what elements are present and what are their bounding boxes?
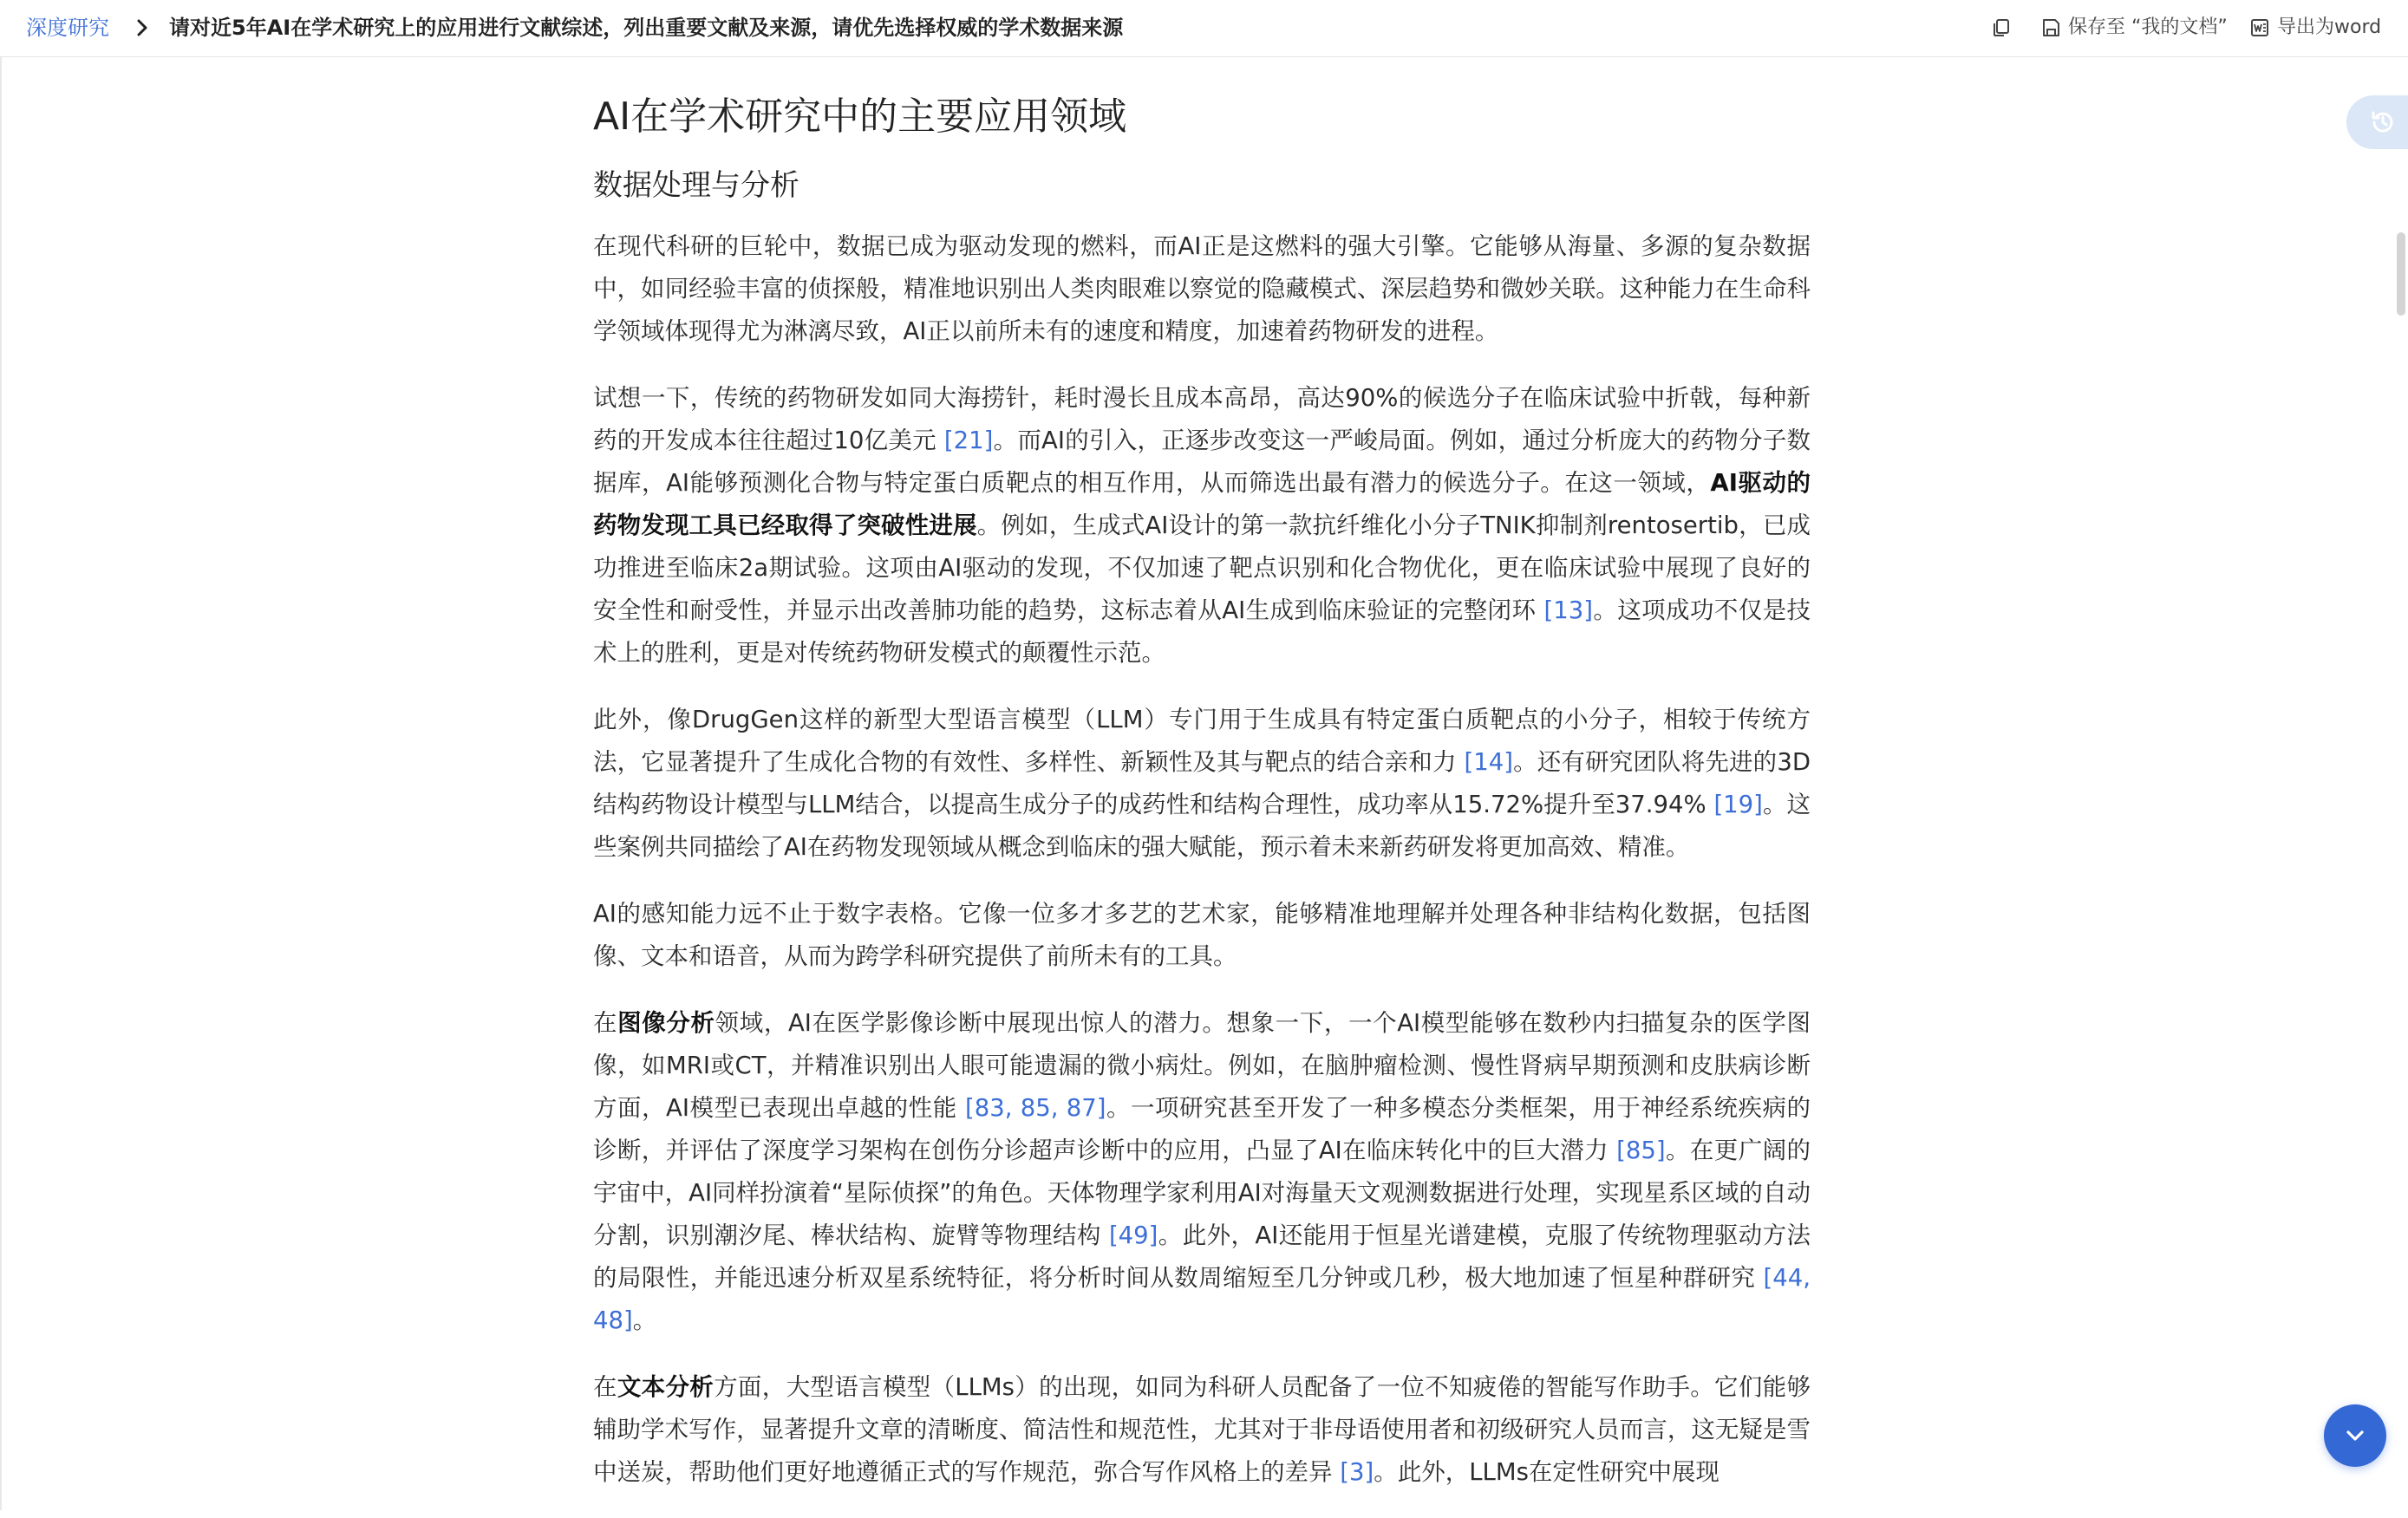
bold-text: 文本分析 xyxy=(617,1373,715,1401)
save-icon xyxy=(2040,16,2068,38)
save-to-my-docs-button[interactable] xyxy=(2040,12,2228,43)
save-label: 保存至 “我的文档” xyxy=(2068,16,2228,38)
text-segment: 。 xyxy=(632,1306,657,1334)
article-content xyxy=(593,83,1811,1518)
text-segment: 。这项成功不仅是技术上的胜利，更是对传统药物研发模式的颠覆性示范。 xyxy=(593,596,1811,667)
copy-button[interactable] xyxy=(1991,12,2015,43)
top-bar xyxy=(0,0,2408,57)
subsection-heading: 数据处理与分析 xyxy=(593,168,799,203)
citation-link[interactable]: [21] xyxy=(943,427,994,454)
chevron-right-icon xyxy=(130,16,154,40)
citation-link[interactable]: [49] xyxy=(1108,1222,1158,1249)
paragraph-6 xyxy=(593,1366,1811,1494)
text-segment: 在 xyxy=(593,1009,618,1037)
text-segment: 领域，AI在医学影像诊断中展现出惊人的潜力。想象一下，一个AI模型能够在数秒内扫描复杂的医学图像，如MRI或CT，并精准识别出人眼可能遗漏的微小病灶。例如，在脑肿瘤检测、慢性肾病早期预测和皮肤病诊断方面，AI模型已表现出卓越的性能 xyxy=(593,1009,1811,1122)
citation-link[interactable]: [13] xyxy=(1543,596,1593,624)
text-segment: 方面，大型语言模型（LLMs）的出现，如同为科研人员配备了一位不知疲倦的智能写作助手。它们能够辅助学术写作，显著提升文章的清晰度、简洁性和规范性，尤其对于非母语使用者和初级研究人员而言，这无疑是雪中送炭，帮助他们更好地遵循正式的写作规范，弥合写作风格上的差异 xyxy=(593,1373,1811,1486)
export-word-button[interactable] xyxy=(2249,12,2381,43)
bold-text: AI驱动的药物发现工具已经取得了突破性进展 xyxy=(593,469,1811,539)
word-icon xyxy=(2249,16,2277,38)
paragraph-5 xyxy=(593,1002,1811,1342)
scroll-to-bottom-button[interactable] xyxy=(2324,1404,2386,1467)
scrollbar-thumb[interactable] xyxy=(2397,232,2405,316)
text-segment: 。一项研究甚至开发了一种多模态分类框架，用于神经系统疾病的诊断，并评估了深度学习架构在创伤分诊超声诊断中的应用，凸显了AI在临床转化中的巨大潜力 xyxy=(593,1094,1811,1164)
text-segment: 。此外，AI还能用于恒星光谱建模，克服了传统物理驱动方法的局限性，并能迅速分析双星系统特征，将分析时间从数周缩短至几分钟或几秒，极大地加速了恒星种群研究 xyxy=(593,1222,1811,1292)
citation-link[interactable]: [44, 48] xyxy=(593,1264,1811,1334)
citation-link[interactable]: [3] xyxy=(1340,1458,1374,1486)
history-button[interactable] xyxy=(2346,95,2408,149)
citation-link[interactable]: [83, 85, 87] xyxy=(964,1094,1106,1122)
paragraph-2 xyxy=(593,377,1811,674)
text-segment: 。此外，LLMs在定性研究中展现 xyxy=(1374,1458,1720,1486)
text-segment: 。而AI的引入，正逐步改变这一严峻局面。例如，通过分析庞大的药物分子数据库，AI能够预测化合物与特定蛋白质靶点的相互作用，从而筛选出最有潜力的候选分子。在这一领域， xyxy=(593,427,1811,497)
left-divider xyxy=(0,57,2,1510)
text-segment: 。在更广阔的宇宙中，AI同样扮演着“星际侦探”的角色。天体物理学家利用AI对海量天文观测数据进行处理，实现星系区域的自动分割，识别潮汐尾、棒状结构、旋臂等物理结构 xyxy=(593,1137,1811,1249)
paragraph-3 xyxy=(593,699,1811,869)
query-title: 请对近5年AI在学术研究上的应用进行文献综述，列出重要文献及来源，请优先选择权威的学术数据来源 xyxy=(169,16,1124,40)
breadcrumb-deep-research-link[interactable]: 深度研究 xyxy=(26,16,109,40)
text-segment: 此外，像DrugGen这样的新型大型语言模型（LLM）专门用于生成具有特定蛋白质靶点的小分子，相较于传统方法，它显著提升了生成化合物的有效性、多样性、新颖性及其与靶点的结合亲和力 xyxy=(593,706,1811,776)
citation-link[interactable]: [85] xyxy=(1616,1137,1666,1164)
export-label: 导出为word xyxy=(2277,16,2382,38)
citation-link[interactable]: [19] xyxy=(1713,791,1763,818)
paragraph-1: 在现代科研的巨轮中，数据已成为驱动发现的燃料，而AI正是这燃料的强大引擎。它能够从海量、多源的复杂数据中，如同经验丰富的侦探般，精准地识别出人类肉眼难以察觉的隐藏模式、深层趋势和微妙关联。这种能力在生命科学领域体现得尤为淋漓尽致，AI正以前所未有的速度和精度，加速着药物研发的进程。 xyxy=(593,232,1811,345)
paragraph-4: AI的感知能力远不止于数字表格。它像一位多才多艺的艺术家，能够精准地理解并处理各种非结构化数据，包括图像、文本和语音，从而为跨学科研究提供了前所未有的工具。 xyxy=(593,900,1811,970)
text-segment: 。还有研究团队将先进的3D结构药物设计模型与LLM结合，以提高生成分子的成药性和结构合理性，成功率从15.72%提升至37.94% xyxy=(593,748,1811,818)
bold-text: 图像分析 xyxy=(617,1009,715,1037)
section-heading: AI在学术研究中的主要应用领域 xyxy=(593,94,1127,139)
text-segment: 。例如，生成式AI设计的第一款抗纤维化小分子TNIK抑制剂rentosertib，已成功推进至临床2a期试验。这项由AI驱动的发现，不仅加速了靶点识别和化合物优化，更在临床试验中展现了良好的安全性和耐受性，并显示出改善肺功能的趋势，这标志着从AI生成到临床验证的完整闭环 xyxy=(593,511,1811,624)
copy-icon xyxy=(1991,16,2019,38)
text-segment: 试想一下，传统的药物研发如同大海捞针，耗时漫长且成本高昂，高达90%的候选分子在临床试验中折戟，每种新药的开发成本往往超过10亿美元 xyxy=(593,384,1811,454)
text-segment: 。这些案例共同描绘了AI在药物发现领域从概念到临床的强大赋能，预示着未来新药研发将更加高效、精准。 xyxy=(593,791,1811,861)
citation-link[interactable]: [14] xyxy=(1464,748,1513,776)
text-segment: 在 xyxy=(593,1373,617,1401)
